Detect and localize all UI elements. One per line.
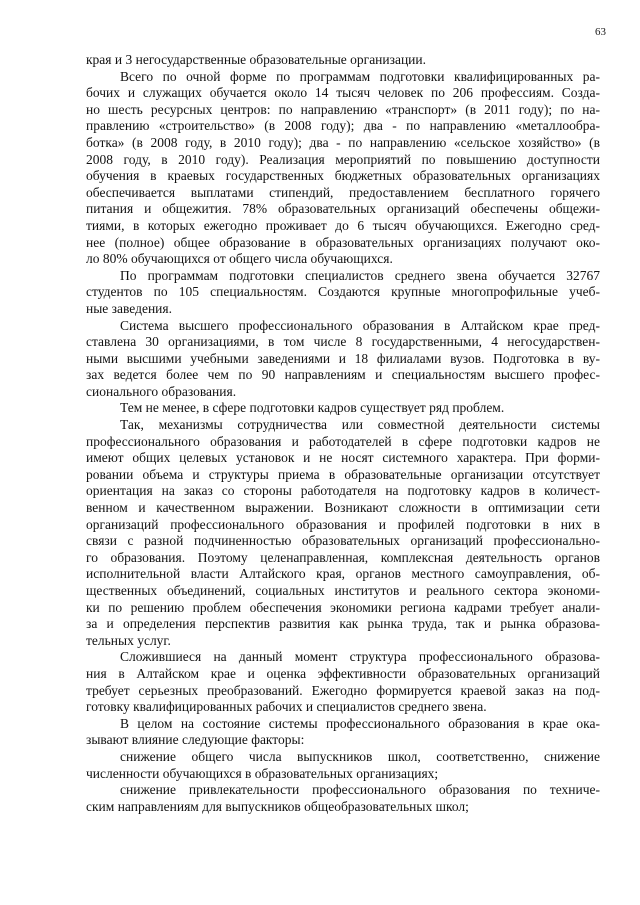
- paragraph: [86, 268, 600, 318]
- text-line: Сложившиеся на данный момент структура профессионального образова-: [120, 649, 600, 665]
- text-line: Система высшего профессионального образования в Алтайском крае пред-: [120, 317, 600, 333]
- text-line: ные заведения.: [86, 300, 172, 316]
- text-line: В целом на состояние системы профессионального образования в крае ока-: [120, 715, 600, 731]
- paragraph: [86, 318, 600, 401]
- document-body: [86, 52, 600, 815]
- text-line: организаций профессионального образования и профилей подготовки в них в: [86, 516, 600, 532]
- text-line: зывают влияние следующие факторы:: [86, 732, 305, 748]
- text-line: имеют общих целевых установок и не носят системного характера. При форми-: [86, 450, 600, 466]
- text-line: профессионального образования и работодателей в сфере подготовки кадров не: [86, 433, 600, 449]
- text-line: сионального образования.: [86, 383, 237, 399]
- text-line: правлению «строительство» (в 2008 году); два - по направлению «металлообра-: [86, 118, 600, 134]
- text-line: обучения в краевых государственных бюджетных образовательных организациях: [86, 168, 600, 184]
- text-line: нее (полное) общее образование в образовательных организациях получают око-: [86, 234, 600, 250]
- text-line: Тем не менее, в сфере подготовки кадров существует ряд проблем.: [120, 400, 505, 416]
- text-line: ставлена 30 организациями, в том числе 8 государственными, 4 негосударствен-: [86, 334, 600, 350]
- paragraph: [86, 52, 600, 69]
- paragraph: [86, 749, 600, 782]
- paragraph: [86, 716, 600, 749]
- text-line: снижение общего числа выпускников школ, соответственно, снижение: [120, 748, 600, 764]
- text-line: численности обучающихся в образовательных организациях;: [86, 765, 439, 781]
- text-line: снижение привлекательности профессионального образования по техниче-: [120, 782, 600, 798]
- text-line: бочих и служащих обучается около 14 тысяч человек по 206 профессиям. Созда-: [86, 85, 600, 101]
- page-number: 63: [595, 26, 606, 38]
- paragraph: [86, 69, 600, 268]
- text-line: но шесть ресурсных центров: по направлению «транспорт» (в 2011 году); по на-: [86, 101, 600, 117]
- text-line: связи с разной подчиненностью образовательных организаций профессионально-: [86, 533, 600, 549]
- text-line: требует серьезных преобразований. Ежегодно формируется краевой заказ на под-: [86, 682, 600, 698]
- paragraph: [86, 649, 600, 715]
- text-line: ботка» (в 2008 году, в 2010 году); два - по направлению «сельское хозяйство» (в: [86, 134, 600, 150]
- text-line: ными высшими учебными заведениями и 18 филиалами вузов. Подготовка в ву-: [86, 350, 600, 366]
- paragraph: [86, 400, 600, 417]
- text-line: ния в Алтайском крае и оценка эффективности образовательных организаций: [86, 665, 600, 681]
- text-line: тельных услуг.: [86, 632, 171, 648]
- text-line: По программам подготовки специалистов среднего звена обучается 32767: [120, 267, 600, 283]
- paragraph: [86, 417, 600, 649]
- text-line: обеспечивается выплатами стипендий, предоставлением бесплатного горячего: [86, 184, 600, 200]
- text-line: Так, механизмы сотрудничества или совместной деятельности системы: [120, 417, 600, 433]
- text-line: щественных объединений, социальных институтов и реального сектора экономи-: [86, 583, 600, 598]
- text-line: исполнительной власти Алтайского края, органов местного самоуправления, об-: [86, 566, 600, 582]
- text-line: зах ведется более чем по 90 направлениям и специальностям высшего профес-: [86, 367, 600, 383]
- text-line: питания и общежития. 78% образовательных организаций обеспечены общежи-: [86, 201, 600, 217]
- text-line: ки по решению проблем обеспечения экономики региона кадрами требует анали-: [86, 599, 600, 615]
- text-line: ло 80% обучающихся от общего числа обучающихся.: [86, 251, 393, 267]
- text-line: готовку квалифицированных рабочих и специалистов среднего звена.: [86, 699, 487, 715]
- text-line: студентов по 105 специальностям. Создаются крупные многопрофильные учеб-: [86, 284, 600, 300]
- text-line: го образования. Поэтому целенаправленная, комплексная деятельность органов: [86, 549, 600, 565]
- text-line: Всего по очной форме по программам подготовки квалифицированных ра-: [120, 68, 600, 84]
- text-line: ским направлениям для выпускников общеобразовательных школ;: [86, 798, 469, 814]
- text-line: 2008 году, в 2010 году). Реализация мероприятий по повышению доступности: [86, 151, 600, 167]
- text-line: края и 3 негосударственные образовательные организации.: [86, 52, 427, 67]
- text-line: тиями, в которых ежегодно проживает до 6 тысяч обучающихся. Ежегодно сред-: [86, 217, 600, 233]
- paragraph: [86, 782, 600, 815]
- text-line: ориентация на заказ со стороны работодателя на подготовку кадров в количест-: [86, 483, 600, 499]
- text-line: ровании объема и структуры приема в образовательные организации отсутствует: [86, 466, 600, 482]
- text-line: венном и качественном выражении. Возникают сложности в оптимизации сети: [86, 500, 600, 516]
- text-line: за и определения перспектив развития как рынка труда, так и рынка образова-: [86, 616, 600, 632]
